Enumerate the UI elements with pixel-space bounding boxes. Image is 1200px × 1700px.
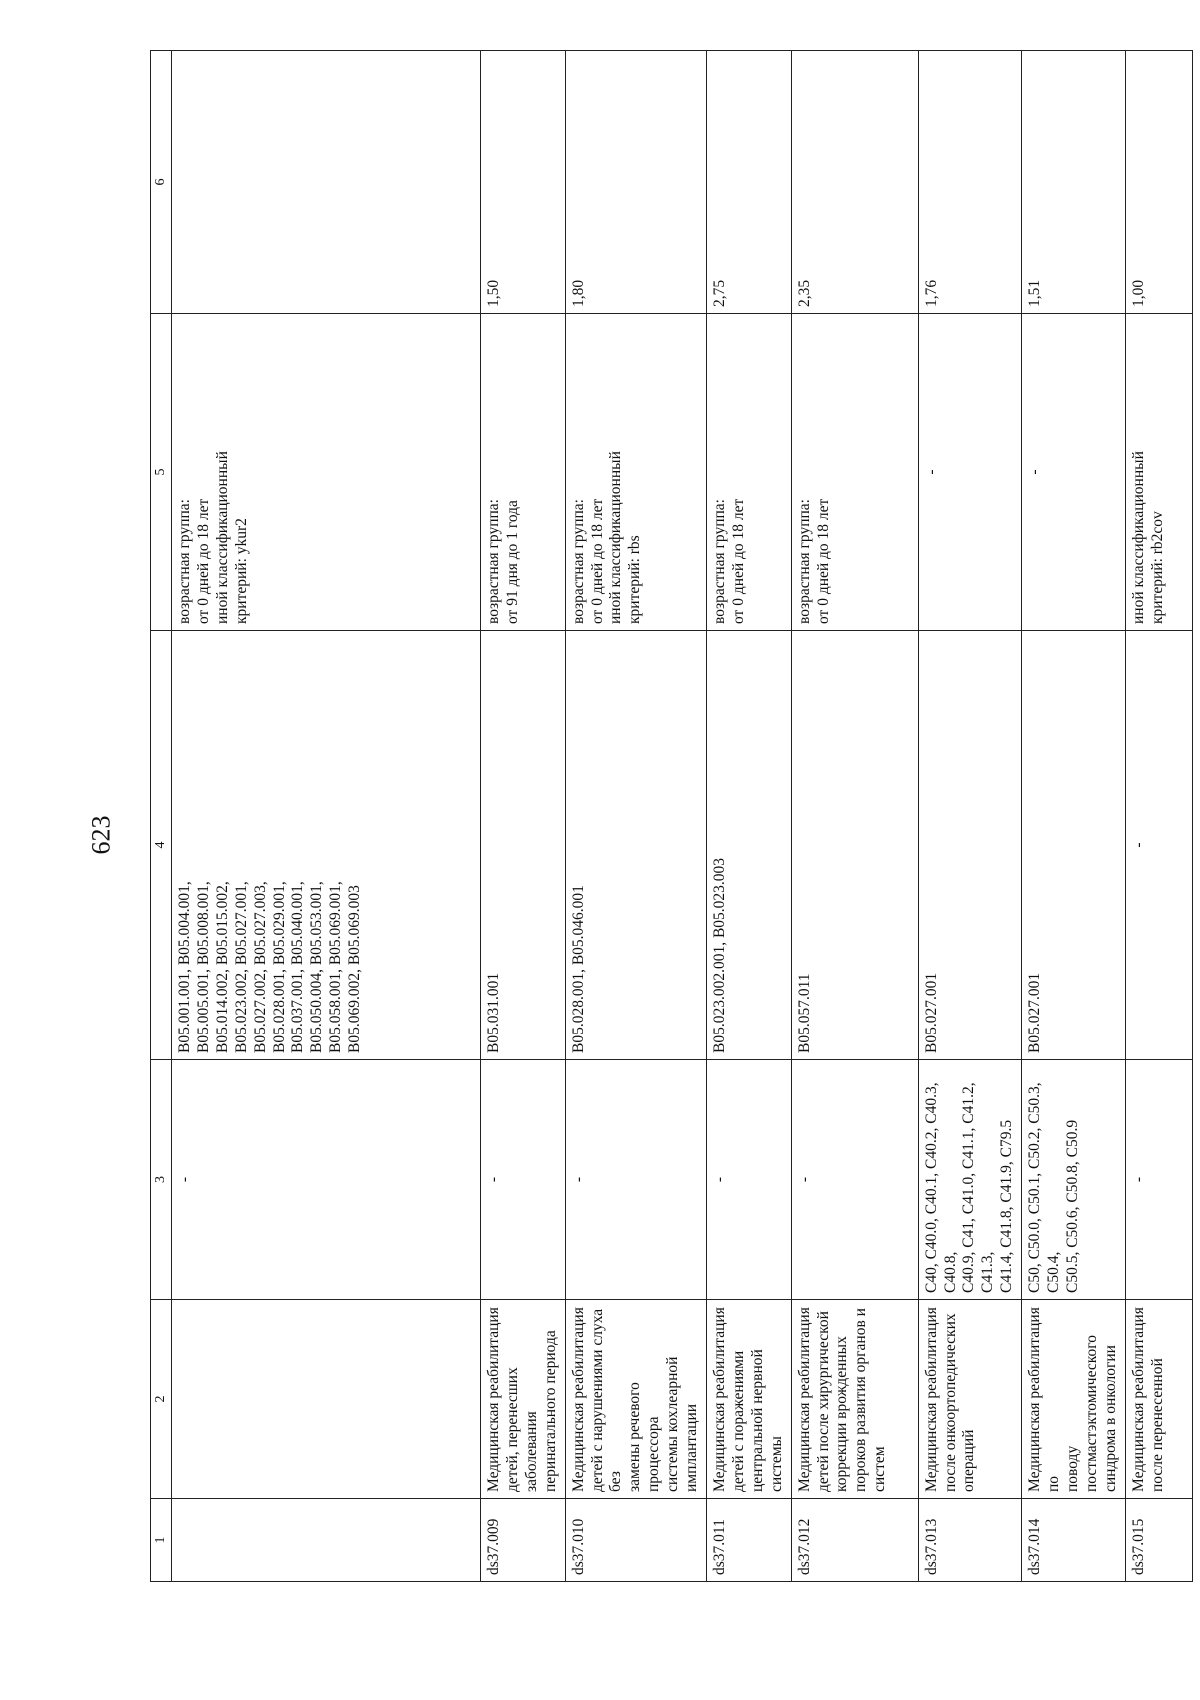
- cell-criteria-line: критерий: rb2cov: [1148, 511, 1166, 624]
- cell-coefficient: [1022, 51, 1126, 314]
- cell-name-line: системы кохлеарной: [664, 1356, 682, 1492]
- cell-coefficient: [1125, 51, 1192, 314]
- tariff-table-sheet: [150, 50, 1166, 1582]
- cell-name-line: детей с поражениями: [729, 1350, 747, 1492]
- column-number-row: [151, 51, 172, 1582]
- cell-name-line: детей с нарушениями слуха без: [588, 1308, 625, 1492]
- table-row: [565, 51, 706, 1582]
- cell-diagnoses-line: C50.5, C50.6, C50.8, C50.9: [1063, 1119, 1081, 1293]
- cell-name-line: после перенесенной: [1148, 1358, 1166, 1492]
- column-header-5: 5: [151, 314, 172, 631]
- cell-services-line: B05.028.001, B05.046.001: [569, 885, 587, 1053]
- cell-code: [565, 1499, 706, 1582]
- cell-criteria: [706, 314, 791, 631]
- cell-criteria-line: от 91 дня до 1 года: [503, 500, 521, 624]
- cell-name: [481, 1300, 566, 1499]
- cell-diagnoses-line: C41.4, C41.8, C41.9, C79.5: [998, 1119, 1016, 1293]
- cell-name-line: Медицинская реабилитация по: [1026, 1307, 1063, 1492]
- cell-name-line: Медицинская реабилитация: [922, 1307, 940, 1492]
- table-body: [172, 51, 1193, 1582]
- cell-diagnoses-line: -: [485, 1176, 502, 1183]
- column-header-2: 2: [151, 1300, 172, 1499]
- cell-services-line: B05.027.002, B05.027.003,: [251, 881, 269, 1053]
- cell-diagnoses: [706, 1060, 791, 1300]
- cell-services-line: B05.023.002, B05.027.001,: [232, 881, 250, 1053]
- cell-diagnoses-line: -: [569, 1176, 587, 1183]
- cell-name-line: перинатального периода: [541, 1330, 559, 1492]
- cell-criteria-line: иной классификационный: [1129, 451, 1147, 624]
- cell-code: [706, 1499, 791, 1582]
- cell-criteria-line: возрастная группа:: [795, 499, 813, 624]
- cell-services: [565, 631, 706, 1060]
- cell-name: [1022, 1300, 1126, 1499]
- cell-coefficient: [918, 51, 1022, 314]
- cell-name-line: Медицинская реабилитация: [569, 1307, 587, 1492]
- cell-diagnoses: [1022, 1060, 1126, 1300]
- cell-services-line: B05.058.001, B05.069.001,: [327, 881, 345, 1053]
- column-header-6: 6: [151, 51, 172, 314]
- cell-code-text: ds37.012: [795, 1518, 813, 1575]
- cell-name-line: Медицинская реабилитация: [795, 1307, 813, 1492]
- cell-criteria: [565, 314, 706, 631]
- table-row: [172, 51, 481, 1582]
- cell-diagnoses: [918, 1060, 1022, 1300]
- cell-criteria-line: от 0 дней до 18 лет: [814, 498, 832, 624]
- column-header-3: 3: [151, 1060, 172, 1300]
- cell-code: [1022, 1499, 1126, 1582]
- cell-coefficient: [172, 51, 481, 314]
- cell-name: [706, 1300, 791, 1499]
- cell-code-text: ds37.009: [485, 1518, 502, 1575]
- cell-services: [172, 631, 481, 1060]
- cell-code: [918, 1499, 1022, 1582]
- table-row: [481, 51, 566, 1582]
- table-row: [706, 51, 791, 1582]
- cell-coefficient: [706, 51, 791, 314]
- cell-services: [918, 631, 1022, 1060]
- cell-criteria-line: критерий: rbs: [626, 535, 644, 624]
- cell-code: [481, 1499, 566, 1582]
- cell-criteria: [172, 314, 481, 631]
- cell-criteria: [1125, 314, 1192, 631]
- cell-diagnoses-line: -: [795, 1176, 813, 1183]
- cell-name-line: поводу постмастэктомического: [1063, 1335, 1100, 1492]
- cell-services-line: B05.057.011: [795, 973, 813, 1053]
- cell-services: [706, 631, 791, 1060]
- cell-name-line: синдрома в онкологии: [1101, 1345, 1119, 1492]
- tariff-table: [150, 50, 1193, 1582]
- cell-services-line: B05.014.002, B05.015.002,: [213, 881, 231, 1053]
- cell-diagnoses-line: -: [1129, 1176, 1147, 1183]
- cell-code: [172, 1499, 481, 1582]
- cell-criteria-line: возрастная группа:: [710, 499, 728, 624]
- cell-coefficient: [481, 51, 566, 314]
- cell-name-line: имплантации: [683, 1403, 701, 1492]
- cell-services: [1022, 631, 1126, 1060]
- cell-services-line: B05.069.002, B05.069.003: [346, 885, 364, 1053]
- cell-name-line: детей, перенесших заболевания: [503, 1367, 540, 1492]
- cell-name-line: Медицинская реабилитация: [710, 1307, 728, 1492]
- cell-code-text: ds37.011: [710, 1519, 728, 1575]
- cell-services-line: B05.028.001, B05.029.001,: [270, 881, 288, 1053]
- column-header-1: 1: [151, 1499, 172, 1582]
- cell-name-line: операций: [960, 1429, 978, 1492]
- cell-criteria-line: -: [922, 469, 940, 475]
- cell-name-line: систем: [871, 1446, 889, 1492]
- cell-name-line: замены речевого процессора: [626, 1382, 663, 1492]
- cell-coefficient-text: 1,80: [569, 279, 587, 307]
- cell-services-line: B05.027.001: [1026, 972, 1044, 1053]
- cell-criteria-line: иной классификационный: [607, 451, 625, 624]
- table-row: [918, 51, 1022, 1582]
- cell-name-line: коррекции врожденных: [833, 1336, 851, 1492]
- cell-coefficient: [565, 51, 706, 314]
- cell-criteria: [791, 314, 918, 631]
- cell-code: [1125, 1499, 1192, 1582]
- cell-diagnoses: [565, 1060, 706, 1300]
- cell-name-line: детей после хирургической: [814, 1311, 832, 1492]
- cell-coefficient-text: 1,51: [1026, 279, 1044, 307]
- cell-code-text: ds37.010: [569, 1518, 587, 1575]
- cell-services-line: B05.037.001, B05.040.001,: [289, 881, 307, 1053]
- cell-criteria-line: -: [1026, 469, 1044, 475]
- cell-criteria-line: возрастная группа:: [176, 499, 193, 624]
- cell-coefficient-text: 1,76: [922, 279, 940, 307]
- cell-criteria-line: критерий: ykur2: [232, 518, 250, 624]
- cell-diagnoses: [1125, 1060, 1192, 1300]
- cell-coefficient-text: 2,75: [710, 279, 728, 307]
- cell-coefficient: [791, 51, 918, 314]
- cell-name-line: после онкоортопедических: [941, 1313, 959, 1492]
- cell-services-line: B05.050.004, B05.053.001,: [308, 881, 326, 1053]
- page-number: 623: [86, 815, 116, 855]
- cell-services-line: B05.023.002.001, B05.023.003: [710, 857, 728, 1053]
- cell-name: [791, 1300, 918, 1499]
- cell-criteria: [1022, 314, 1126, 631]
- cell-diagnoses: [791, 1060, 918, 1300]
- cell-name: [1125, 1300, 1192, 1499]
- cell-services-line: B05.027.001: [922, 972, 940, 1053]
- cell-criteria-line: от 0 дней до 18 лет: [588, 498, 606, 624]
- cell-criteria-line: иной классификационный: [213, 451, 231, 624]
- cell-services: [1125, 631, 1192, 1060]
- table-row: [1022, 51, 1126, 1582]
- cell-services-line: -: [1129, 842, 1147, 848]
- cell-name: [565, 1300, 706, 1499]
- cell-criteria-line: от 0 дней до 18 лет: [194, 498, 212, 624]
- cell-diagnoses: [481, 1060, 566, 1300]
- cell-code-text: ds37.014: [1026, 1518, 1044, 1575]
- cell-coefficient-text: 1,50: [485, 279, 502, 307]
- cell-code-text: ds37.015: [1129, 1518, 1147, 1575]
- cell-name: [918, 1300, 1022, 1499]
- cell-diagnoses-line: C40.9, C41, C41.0, C41.1, C41.2, C41.3,: [960, 1082, 997, 1293]
- cell-services: [481, 631, 566, 1060]
- cell-code-text: ds37.013: [922, 1518, 940, 1575]
- cell-name-line: Медицинская реабилитация: [485, 1307, 502, 1492]
- cell-criteria: [918, 314, 1022, 631]
- cell-diagnoses-line: C40, C40.0, C40.1, C40.2, C40.3, C40.8,: [922, 1082, 959, 1293]
- cell-services: [791, 631, 918, 1060]
- cell-criteria-line: от 0 дней до 18 лет: [729, 498, 747, 624]
- column-header-4: 4: [151, 631, 172, 1060]
- table-row: [1125, 51, 1192, 1582]
- cell-criteria-line: возрастная группа:: [485, 499, 502, 624]
- cell-services-line: B05.005.001, B05.008.001,: [194, 881, 212, 1053]
- cell-diagnoses-line: -: [710, 1176, 728, 1183]
- cell-criteria: [481, 314, 566, 631]
- cell-diagnoses-line: -: [176, 1176, 193, 1183]
- cell-name: [172, 1300, 481, 1499]
- cell-diagnoses-line: C50, C50.0, C50.1, C50.2, C50.3, C50.4,: [1026, 1082, 1063, 1293]
- cell-diagnoses: [172, 1060, 481, 1300]
- cell-code: [791, 1499, 918, 1582]
- cell-services-line: B05.031.001: [485, 972, 502, 1053]
- cell-name-line: пороков развития органов и: [852, 1308, 870, 1492]
- cell-coefficient-text: 2,35: [795, 279, 813, 307]
- cell-coefficient-text: 1,00: [1129, 279, 1147, 307]
- cell-criteria-line: возрастная группа:: [569, 499, 587, 624]
- cell-name-line: центральной нервной системы: [748, 1349, 785, 1492]
- cell-name-line: Медицинская реабилитация: [1129, 1307, 1147, 1492]
- table-row: [791, 51, 918, 1582]
- cell-services-line: B05.001.001, B05.004.001,: [176, 881, 193, 1053]
